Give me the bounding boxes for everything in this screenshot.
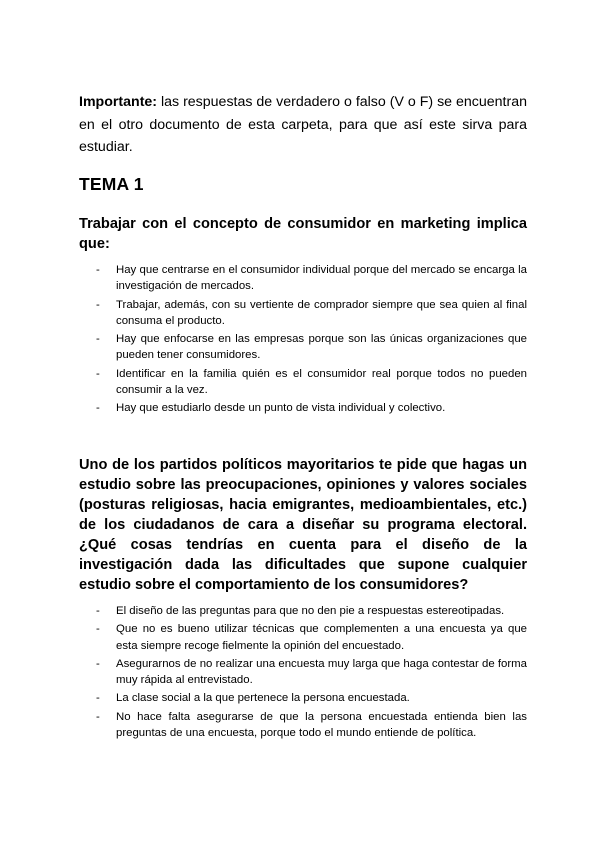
section-title: TEMA 1 <box>79 174 144 194</box>
bullet-dash: - <box>96 333 100 346</box>
bullet-dash: - <box>96 710 100 723</box>
intro-paragraph <box>79 91 527 159</box>
intro-label: Importante: <box>79 94 158 110</box>
bullet-dash: - <box>96 264 100 276</box>
option-item <box>79 656 527 689</box>
option-text: El diseño de las preguntas para que no den pie a respuestas estereotipadas. <box>116 605 505 617</box>
question-2-options <box>79 603 527 743</box>
bullet-dash: - <box>96 367 100 380</box>
bullet-dash: - <box>96 605 100 617</box>
option-text: Hay que estudiarlo desde un punto de vista individual y colectivo. <box>116 402 446 415</box>
intro-text: las respuestas de verdadero o falso (V o F) se encuentran en el otro documento de esta carpeta, para que así este sirva para estudiar. <box>79 94 527 155</box>
question-1-options <box>79 262 527 419</box>
option-item <box>79 690 527 706</box>
option-text: Asegurarnos de no realizar una encuesta muy larga que haga contestar de forma muy rápida al entrevistado. <box>116 657 527 687</box>
option-text: Que no es bueno utilizar técnicas que complementen a una encuesta ya que esta siempre recoge fielmente la opinión del encuestado. <box>116 623 527 652</box>
bullet-dash: - <box>96 402 100 415</box>
bullet-dash: - <box>96 657 100 670</box>
bullet-dash: - <box>96 298 100 311</box>
option-item <box>79 366 527 399</box>
option-text: La clase social a la que pertenece la persona encuestada. <box>116 692 410 705</box>
option-text: No hace falta asegurarse de que la persona encuestada entienda bien las preguntas de una encuesta, porque todo el mundo entiende de política. <box>116 710 527 740</box>
option-item <box>79 297 527 330</box>
bullet-dash: - <box>96 692 100 705</box>
option-text: Identificar en la familia quién es el consumidor real porque todos no pueden consumir a la vez. <box>116 367 527 397</box>
option-item <box>79 400 527 416</box>
option-item <box>79 709 527 742</box>
option-text: Trabajar, además, con su vertiente de comprador siempre que sea quien al final consuma el producto. <box>116 298 527 327</box>
option-item <box>79 621 527 654</box>
bullet-dash: - <box>96 623 100 636</box>
option-item <box>79 331 527 364</box>
question-1: Trabajar con el concepto de consumidor en marketing implica que: <box>79 216 527 252</box>
option-item <box>79 262 527 295</box>
question-2: Uno de los partidos políticos mayoritarios te pide que hagas un estudio sobre las preocupaciones, opiniones y valores sociales (posturas religiosas, hacia emigrantes, medioambientales, etc.) de los ciudadanos de cara a diseñar su programa electoral. ¿Qué cosas tendrías en cuenta para el diseño de la investigación dada las dificultades que supone cualquier estudio sobre el comportamiento de los consumidores? <box>79 457 527 593</box>
option-item <box>79 603 527 619</box>
option-text: Hay que centrarse en el consumidor individual porque del mercado se encarga la investigación de mercados. <box>116 264 527 293</box>
option-text: Hay que enfocarse en las empresas porque son las únicas organizaciones que pueden tener consumidores. <box>116 333 527 362</box>
